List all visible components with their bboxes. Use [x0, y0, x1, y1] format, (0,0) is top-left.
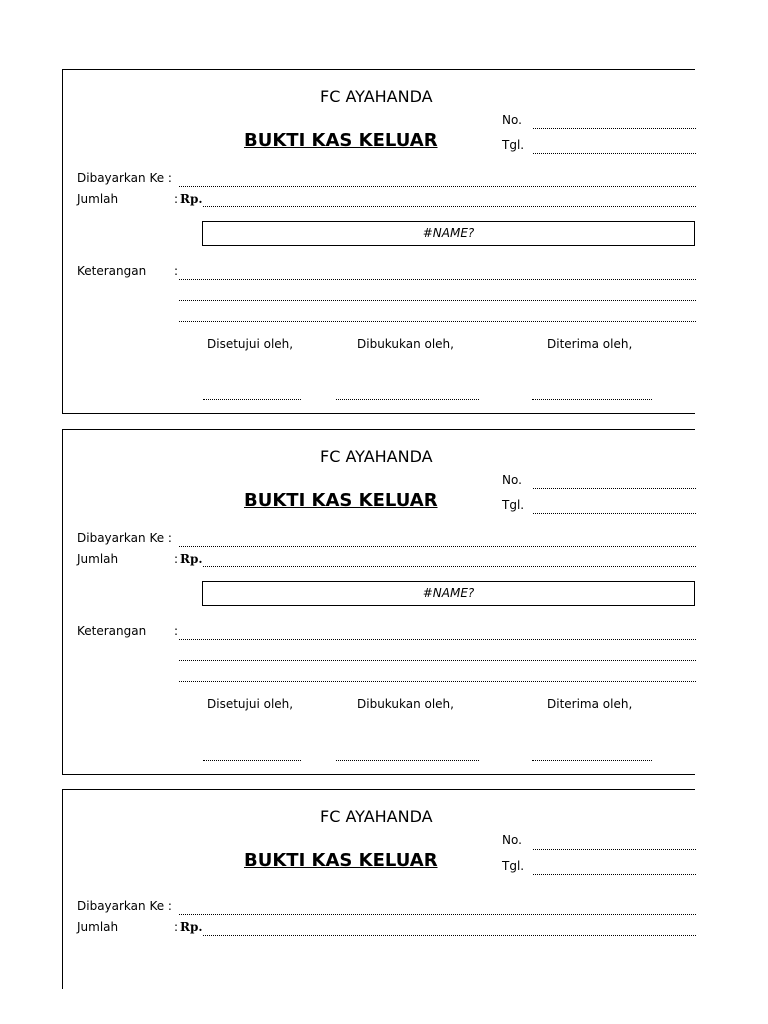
paid-to-field[interactable]	[179, 546, 696, 547]
description-colon: :	[174, 624, 179, 638]
currency-label: Rp.	[180, 920, 203, 934]
company-name: FC AYAHANDA	[320, 807, 433, 826]
amount-colon: :	[174, 552, 179, 566]
voucher-3	[62, 789, 695, 989]
recorded-by-signature[interactable]	[336, 399, 479, 400]
voucher-title: BUKTI KAS KELUAR	[244, 850, 438, 871]
tgl-label: Tgl.	[502, 498, 525, 512]
description-line-2[interactable]	[179, 300, 696, 301]
recorded-by-signature[interactable]	[336, 760, 479, 761]
no-label: No.	[502, 113, 522, 127]
tgl-field[interactable]	[533, 153, 696, 154]
received-by-label: Diterima oleh,	[547, 337, 633, 351]
amount-in-words-box: #NAME?	[202, 581, 695, 606]
received-by-signature[interactable]	[532, 760, 652, 761]
tgl-label: Tgl.	[502, 138, 525, 152]
recorded-by-label: Dibukukan oleh,	[357, 697, 454, 711]
no-label: No.	[502, 473, 522, 487]
amount-colon: :	[174, 192, 179, 206]
description-line-1[interactable]	[179, 279, 696, 280]
paid-to-field[interactable]	[179, 186, 696, 187]
received-by-signature[interactable]	[532, 399, 652, 400]
approved-by-label: Disetujui oleh,	[207, 697, 294, 711]
voucher-title: BUKTI KAS KELUAR	[244, 130, 438, 151]
company-name: FC AYAHANDA	[320, 87, 433, 106]
amount-in-words-box: #NAME?	[202, 221, 695, 246]
received-by-label: Diterima oleh,	[547, 697, 633, 711]
approved-by-label: Disetujui oleh,	[207, 337, 294, 351]
no-label: No.	[502, 833, 522, 847]
paid-to-label: Dibayarkan Ke :	[77, 171, 172, 185]
no-field[interactable]	[533, 488, 696, 489]
description-line-3[interactable]	[179, 681, 696, 682]
tgl-label: Tgl.	[502, 859, 525, 873]
tgl-field[interactable]	[533, 874, 696, 875]
amount-label: Jumlah	[77, 552, 119, 566]
description-line-2[interactable]	[179, 660, 696, 661]
no-field[interactable]	[533, 128, 696, 129]
approved-by-signature[interactable]	[203, 399, 301, 400]
amount-colon: :	[174, 920, 179, 934]
approved-by-signature[interactable]	[203, 760, 301, 761]
voucher-2	[62, 429, 695, 775]
no-field[interactable]	[533, 849, 696, 850]
description-label: Keterangan	[77, 624, 147, 638]
amount-label: Jumlah	[77, 920, 119, 934]
currency-label: Rp.	[180, 552, 203, 566]
recorded-by-label: Dibukukan oleh,	[357, 337, 454, 351]
description-line-3[interactable]	[179, 321, 696, 322]
paid-to-field[interactable]	[179, 914, 696, 915]
currency-label: Rp.	[180, 192, 203, 206]
paid-to-label: Dibayarkan Ke :	[77, 531, 172, 545]
voucher-1	[62, 69, 695, 414]
amount-field[interactable]	[203, 206, 696, 207]
amount-label: Jumlah	[77, 192, 119, 206]
description-colon: :	[174, 264, 179, 278]
description-line-1[interactable]	[179, 639, 696, 640]
description-label: Keterangan	[77, 264, 147, 278]
amount-field[interactable]	[203, 566, 696, 567]
voucher-title: BUKTI KAS KELUAR	[244, 490, 438, 511]
company-name: FC AYAHANDA	[320, 447, 433, 466]
paid-to-label: Dibayarkan Ke :	[77, 899, 172, 913]
amount-field[interactable]	[203, 935, 696, 936]
tgl-field[interactable]	[533, 513, 696, 514]
